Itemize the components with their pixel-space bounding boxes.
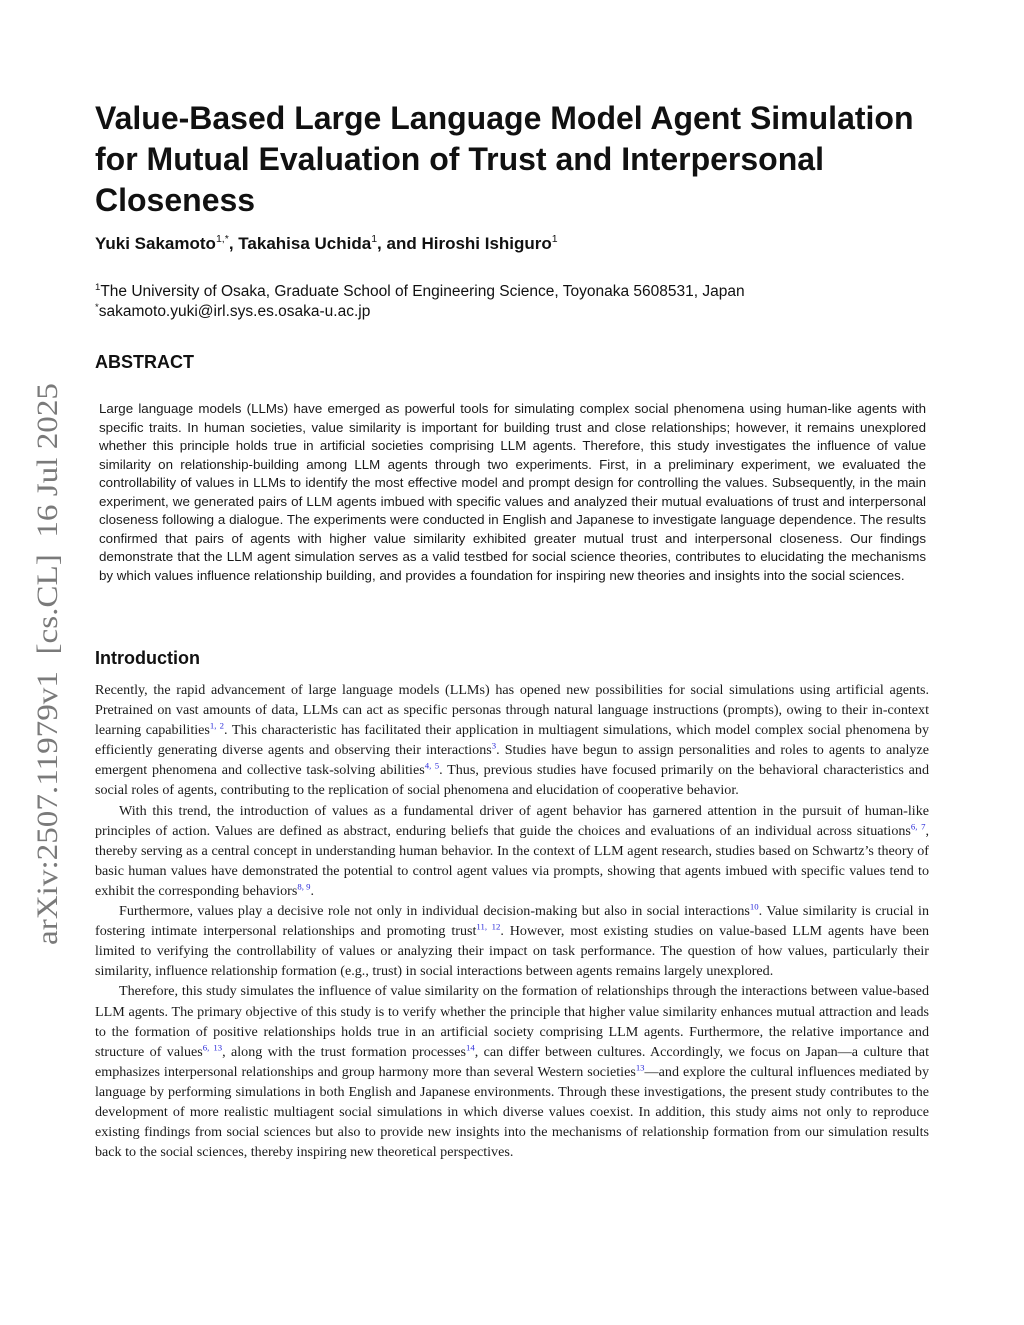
citation-link[interactable]: 1, 2 <box>209 720 225 731</box>
author-separator: , and <box>377 234 422 253</box>
paragraph-text: , can differ between cultures. Accordingly, we focus on Japan—a culture that emphasizes interpersonal relationships and group harmony more than several Western societies <box>95 1043 929 1080</box>
citation-link[interactable]: 6, 13 <box>202 1042 223 1053</box>
introduction-paragraph <box>95 680 929 801</box>
paragraph-text: . This characteristic has facilitated their application in multiagent simulations, which model complex social phenomena by efficiently generating diverse agents and observing their interactions <box>95 722 929 759</box>
citation-link[interactable]: 8, 9 <box>297 881 311 892</box>
affiliation-line <box>95 302 955 322</box>
citation-link[interactable]: 4, 5 <box>424 760 440 771</box>
introduction-heading: Introduction <box>95 648 200 668</box>
citation-link[interactable]: 13 <box>635 1062 645 1073</box>
affiliation-list <box>95 282 955 322</box>
author-item <box>95 234 238 253</box>
paper-title: Value-Based Large Language Model Agent Simulation for Mutual Evaluation of Trust and Interpersonal Closeness <box>95 100 914 218</box>
citation-link[interactable]: 6, 7 <box>910 820 926 831</box>
author-name: Hiroshi Ishiguro <box>421 234 552 253</box>
author-list <box>95 233 955 255</box>
author-separator: , <box>228 234 239 253</box>
paragraph-text: . <box>310 882 314 899</box>
affiliation-mark: * <box>95 301 99 313</box>
introduction-body <box>95 680 929 1162</box>
introduction-paragraph <box>95 801 929 901</box>
corresponding-email: sakamoto.yuki@irl.sys.es.osaka-u.ac.jp <box>98 303 371 320</box>
paragraph-text: . Studies have begun to assign personalities and roles to agents to analyze emergent phenomena and collective task-solving abilities <box>95 742 929 779</box>
paragraph-text: . Thus, previous studies have focused primarily on the behavioral characteristics and social roles of agents, contributing to the replication of social phenomena and elucidation of cooperative behavior. <box>95 762 930 799</box>
paragraph-text: , thereby serving as a central concept in understanding human behavior. In the context of LLM agent research, studies based on Schwartz’s theory of basic human values have demonstrated the potential to control agent values via prompts, showing that agents imbued with specific values tend to exhibit the corresponding behaviors <box>95 822 929 899</box>
arxiv-identifier-stamp <box>12 380 72 950</box>
paragraph-text: Furthermore, values play a decisive role not only in individual decision-making but also in social interactions <box>119 903 750 920</box>
citation-link[interactable]: 10 <box>749 901 759 912</box>
author-name: Takahisa Uchida <box>238 234 372 253</box>
author-item <box>421 234 557 253</box>
paragraph-text: —and explore the cultural influences mediated by language by performing simulations in both English and Japanese environments. Through these investigations, the present study contributes to the development of more realistic multiagent social simulations in which diverse values coexist. In addition, this study aims not only to reproduce existing findings from social sciences but also to provide new insights into the mechanisms of relationship formation from our simulation results back to the social sciences, thereby inspiring new theoretical perspectives. <box>95 1063 929 1161</box>
author-marks: 1 <box>551 233 558 246</box>
author-marks: 1,* <box>215 233 229 246</box>
author-marks: 1 <box>371 233 378 246</box>
arxiv-identifier-text: arXiv:2507.11979v1 [cs.CL] 16 Jul 2025 <box>31 436 64 945</box>
abstract-body: Large language models (LLMs) have emerged as powerful tools for simulating complex social phenomena using human-like agents with specific traits. In human societies, value similarity is important for building trust and close relationships; however, it remains unexplored whether this principle holds true in artificial societies comprising LLM agents. Therefore, this study investigates the influence of value similarity on relationship-building among LLM agents through two experiments. First, in a preliminary experiment, we evaluated the controllability of values in LLMs to identify the most effective model and prompt design for controlling the values. Subsequently, in the main experiment, we generated pairs of LLM agents imbued with specific values and analyzed their mutual evaluations of trust and interpersonal closeness following a dialogue. The experiments were conducted in English and Japanese to investigate language dependence. The results confirmed that pairs of agents with higher value similarity exhibited greater mutual trust and interpersonal closeness. Our findings demonstrate that the LLM agent simulation serves as a valid testbed for social science theories, contributes to elucidating the mechanisms by which values influence relationship building, and provides a foundation for inspiring new theories and insights into the social sciences. <box>99 401 926 583</box>
abstract-heading: ABSTRACT <box>95 352 194 372</box>
citation-link[interactable]: 3 <box>491 740 497 751</box>
affiliation-mark: 1 <box>95 281 101 293</box>
author-item <box>238 234 421 253</box>
paragraph-text: , along with the trust formation processes <box>222 1043 467 1060</box>
citation-link[interactable]: 11, 12 <box>476 921 501 932</box>
paragraph-text: Therefore, this study simulates the influence of value similarity on the formation of relationships through the interactions between value-based LLM agents. The primary objective of this study is to verify whether the principle that higher value similarity enhances mutual attraction and leads to the formation of positive relationships holds true in an artificial society comprising LLM agents. Furthermore, the relative importance and structure of values <box>95 983 929 1060</box>
paragraph-text: With this trend, the introduction of values as a fundamental driver of agent behavior has garnered attention in the pursuit of human-like principles of action. Values are defined as abstract, enduring beliefs that guide the choices and evaluations of an individual across situations <box>95 802 929 839</box>
paragraph-text: . However, most existing studies on value-based LLM agents have been limited to verifying the controllability of values or analyzing their impact on task performance. The question of how values, particularly their similarity, influence relationship formation (e.g., trust) in social interactions between agents remains largely unexplored. <box>95 923 930 980</box>
author-name: Yuki Sakamoto <box>95 234 216 253</box>
paragraph-text: . Value similarity is crucial in fostering intimate interpersonal relationships and promoting trust <box>95 903 929 940</box>
paragraph-text: Recently, the rapid advancement of large language models (LLMs) has opened new possibilities for social simulations using artificial agents. Pretrained on vast amounts of data, LLMs can act as specific personas through natural language instructions (prompts), owing to their in-context learning capabilities <box>95 682 929 739</box>
affiliation-text: The University of Osaka, Graduate School of Engineering Science, Toyonaka 5608531, Japan <box>100 283 745 300</box>
affiliation-line <box>95 282 955 302</box>
citation-link[interactable]: 14 <box>466 1042 475 1053</box>
introduction-paragraph <box>95 981 929 1162</box>
introduction-paragraph <box>95 901 929 981</box>
